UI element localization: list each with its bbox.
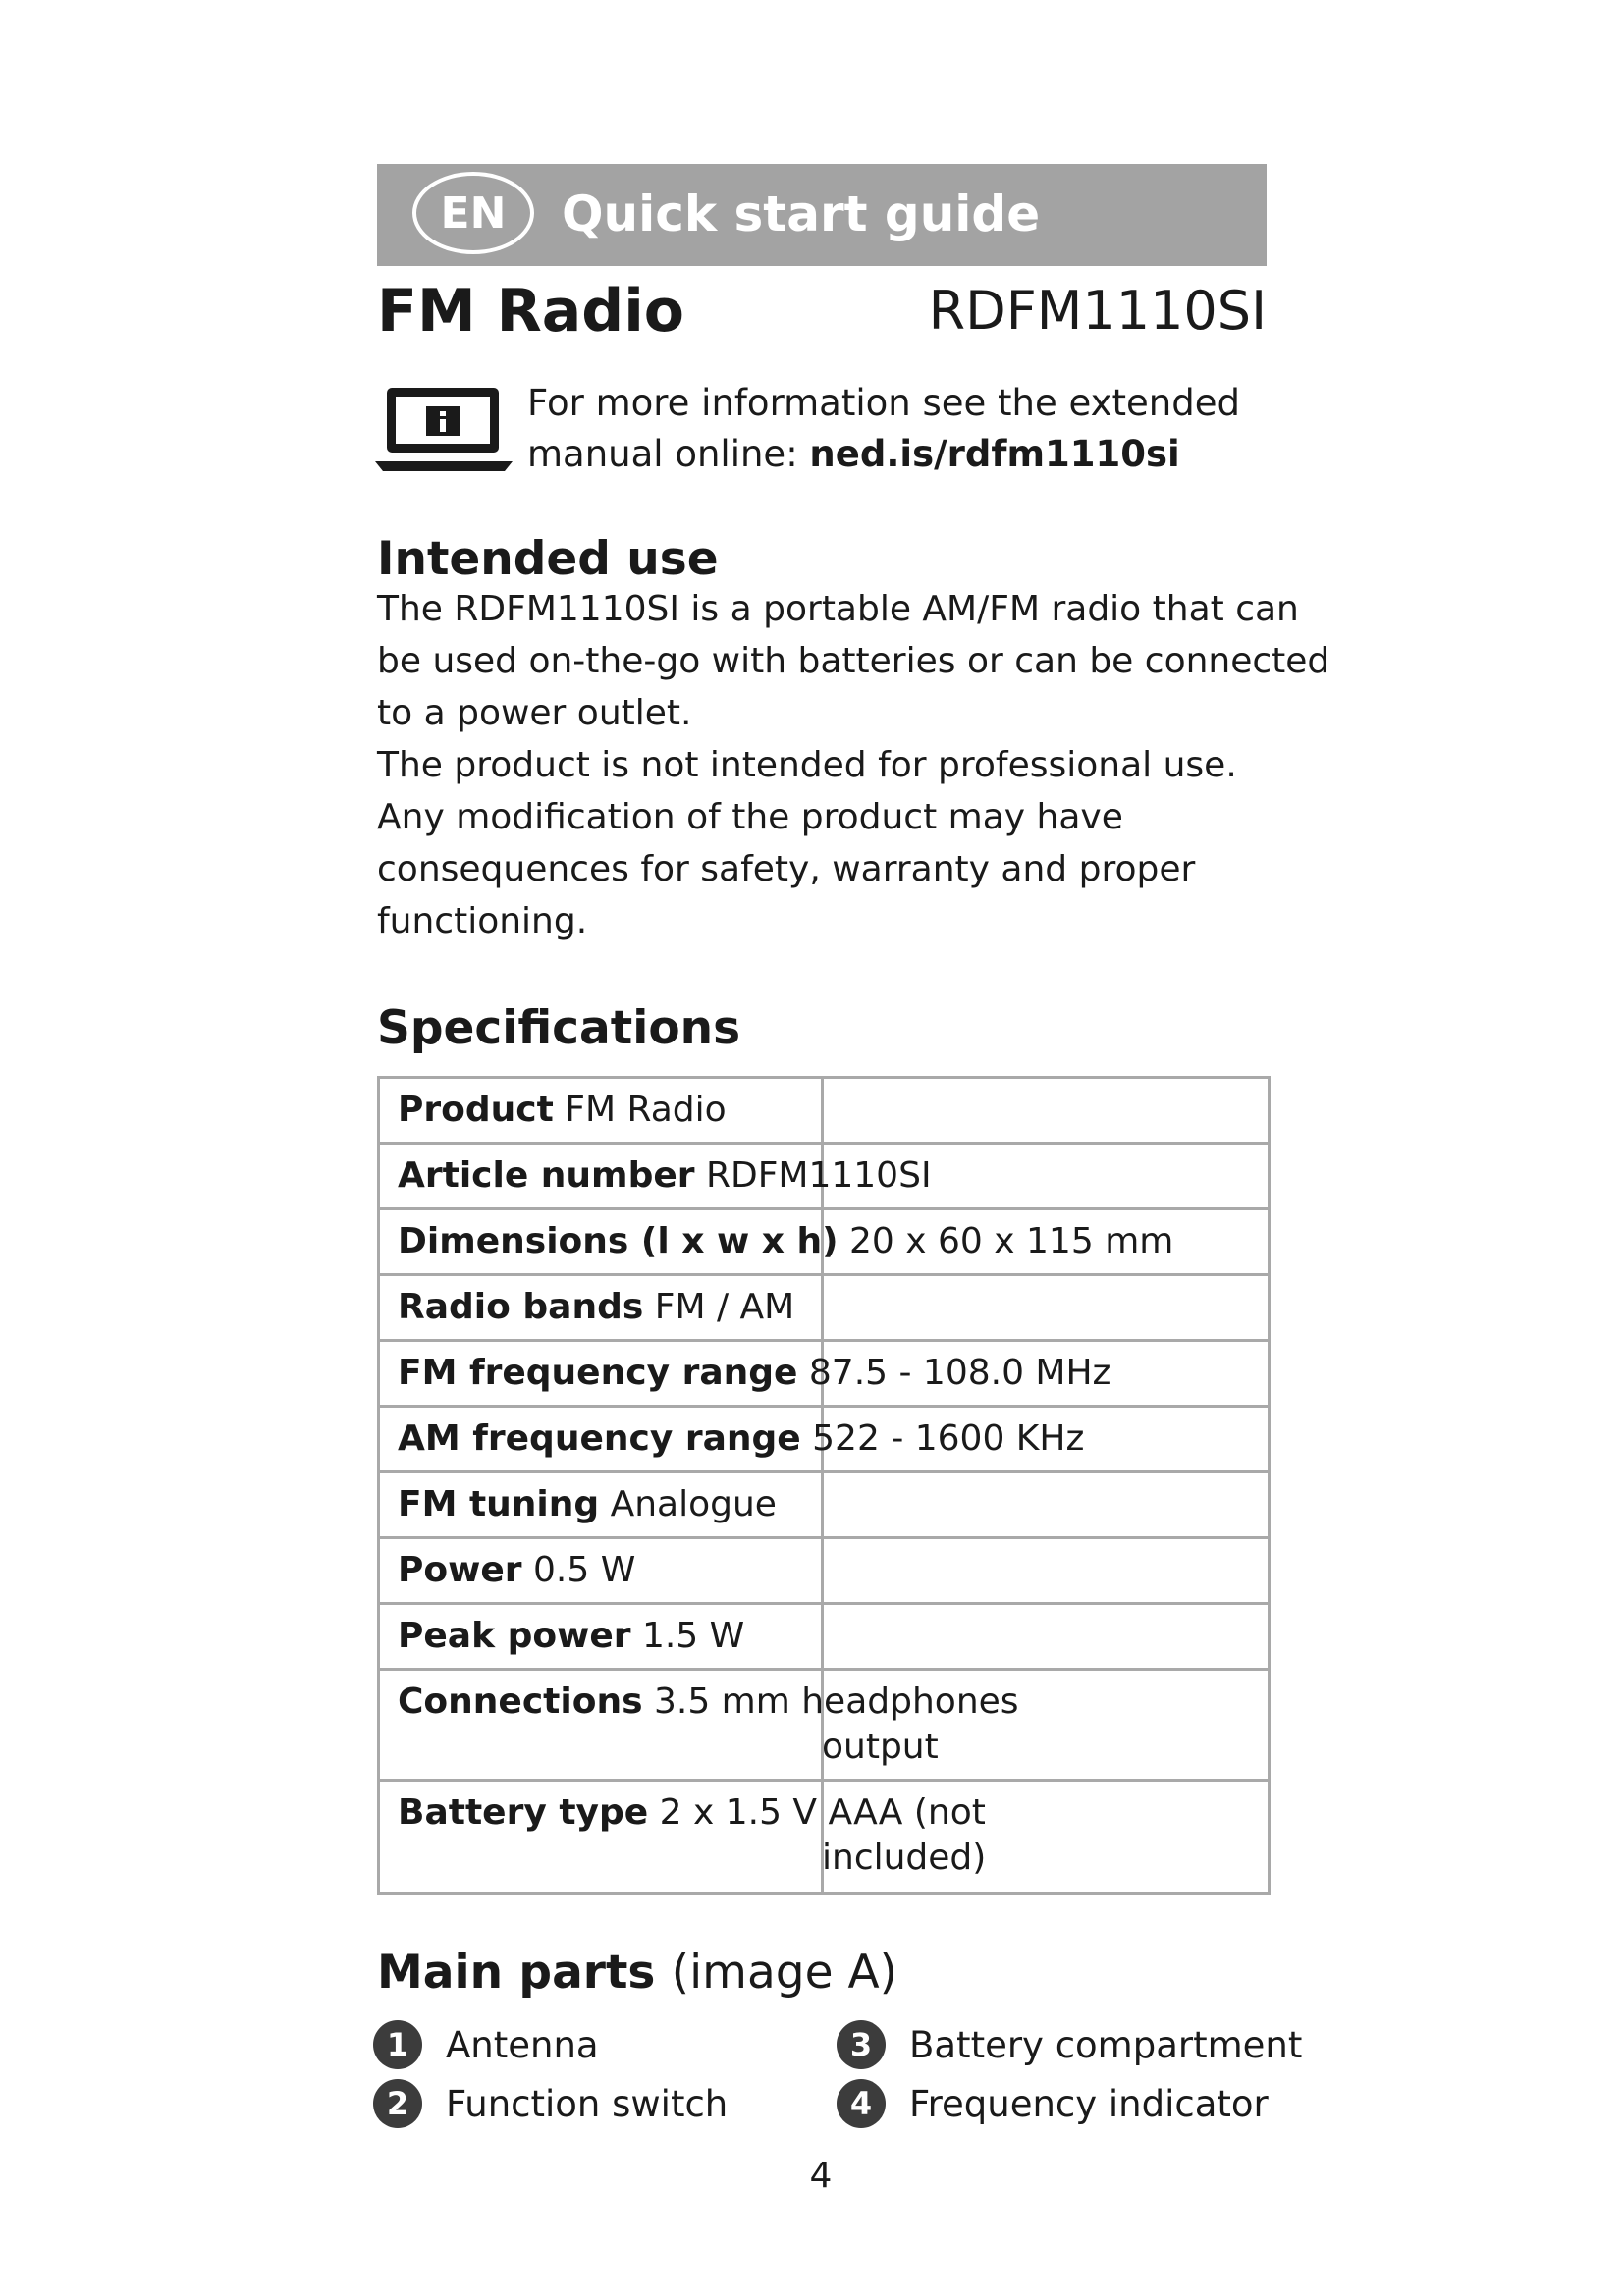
table-row — [379, 1209, 1270, 1275]
intended-use-line: The RDFM1110SI is a portable AM/FM radio that can — [377, 589, 1299, 629]
spec-label: FM frequency range — [398, 1353, 798, 1393]
intended-use-line: Any modification of the product may have — [377, 797, 1123, 837]
number-badge: 4 — [837, 2079, 886, 2128]
guide-title: Quick start guide — [562, 186, 1041, 242]
info-text-link-line — [527, 430, 1180, 479]
intended-use-line: be used on-the-go with batteries or can be connected — [377, 641, 1330, 681]
spec-value: 2 x 1.5 V AAA (not — [659, 1792, 986, 1833]
spec-value: 1.5 W — [641, 1616, 745, 1656]
spec-label: Radio bands — [398, 1287, 644, 1327]
specifications-heading: Specifications — [377, 1001, 741, 1055]
spec-empty-cell — [823, 1078, 1270, 1144]
list-item — [373, 2020, 599, 2069]
spec-value: 87.5 - 108.0 MHz — [808, 1353, 1111, 1393]
table-row — [379, 1670, 1270, 1781]
spec-empty-cell — [823, 1472, 1270, 1538]
table-row — [379, 1472, 1270, 1538]
number-badge: 2 — [373, 2079, 422, 2128]
spec-empty-cell — [823, 1275, 1270, 1341]
spec-value: FM / AM — [654, 1287, 795, 1327]
table-row — [379, 1275, 1270, 1341]
spec-cell — [379, 1538, 823, 1604]
spec-value: 3.5 mm headphones — [653, 1682, 1019, 1722]
spec-label: Connections — [398, 1682, 643, 1722]
specifications-table — [377, 1076, 1271, 1895]
intended-use-line: functioning. — [377, 901, 588, 941]
intended-use-heading: Intended use — [377, 532, 719, 586]
table-row — [379, 1604, 1270, 1670]
part-label: Frequency indicator — [909, 2082, 1269, 2125]
spec-value: 522 - 1600 KHz — [812, 1418, 1085, 1459]
spec-empty-cell — [823, 1538, 1270, 1604]
list-item — [837, 2079, 1269, 2128]
spec-label: FM tuning — [398, 1484, 600, 1524]
spec-value: 20 x 60 x 115 mm — [849, 1221, 1174, 1261]
number-badge: 3 — [837, 2020, 886, 2069]
manual-link[interactable]: ned.is/rdfm1110si — [809, 433, 1180, 475]
spec-label: Article number — [398, 1155, 695, 1196]
spec-cell — [379, 1144, 932, 1209]
page-number: 4 — [809, 2156, 833, 2196]
spec-cell — [379, 1078, 823, 1144]
product-title: FM Radio — [377, 277, 685, 346]
main-parts-note: (image A) — [671, 1946, 897, 2000]
spec-cell — [379, 1604, 823, 1670]
spec-label: Dimensions (l x w x h) — [398, 1221, 839, 1261]
main-parts-title: Main parts — [377, 1946, 656, 2000]
spec-label: AM frequency range — [398, 1418, 801, 1459]
spec-value: FM Radio — [565, 1090, 727, 1130]
table-row — [379, 1341, 1270, 1407]
spec-cell — [379, 1407, 1085, 1472]
spec-value: RDFM1110SI — [705, 1155, 932, 1196]
spec-value: 0.5 W — [533, 1550, 636, 1590]
intended-use-line: consequences for safety, warranty and proper — [377, 849, 1196, 889]
number-badge: 1 — [373, 2020, 422, 2069]
spec-label: Battery type — [398, 1792, 649, 1833]
laptop-info-icon — [375, 383, 513, 477]
part-label: Battery compartment — [909, 2023, 1303, 2066]
spec-value-continued: included) — [822, 1838, 987, 1878]
table-row — [379, 1078, 1270, 1144]
table-row — [379, 1538, 1270, 1604]
table-row — [379, 1144, 1270, 1209]
spec-value-continued: output — [822, 1727, 939, 1767]
table-row — [379, 1407, 1270, 1472]
info-text: For more information see the extended — [527, 382, 1240, 424]
spec-label: Product — [398, 1090, 554, 1130]
spec-cell — [379, 1670, 1019, 1781]
list-item — [837, 2020, 1302, 2069]
spec-cell — [379, 1781, 987, 1894]
part-label: Antenna — [446, 2023, 599, 2066]
table-row — [379, 1781, 1270, 1894]
model-number: RDFM1110SI — [928, 280, 1267, 342]
intended-use-line: to a power outlet. — [377, 693, 692, 733]
info-prefix: manual online: — [527, 433, 810, 475]
spec-cell — [379, 1275, 823, 1341]
intended-use-line: The product is not intended for professional use. — [377, 745, 1237, 785]
spec-empty-cell — [823, 1604, 1270, 1670]
spec-label: Peak power — [398, 1616, 631, 1656]
intended-use-text — [377, 583, 1329, 947]
list-item — [373, 2079, 728, 2128]
main-parts-heading — [377, 1944, 897, 2002]
spec-label: Power — [398, 1550, 522, 1590]
spec-cell — [379, 1472, 823, 1538]
spec-cell — [379, 1341, 1111, 1407]
part-label: Function switch — [446, 2082, 729, 2125]
spec-cell — [379, 1209, 1174, 1275]
spec-value: Analogue — [610, 1484, 777, 1524]
language-badge: EN — [412, 172, 534, 254]
